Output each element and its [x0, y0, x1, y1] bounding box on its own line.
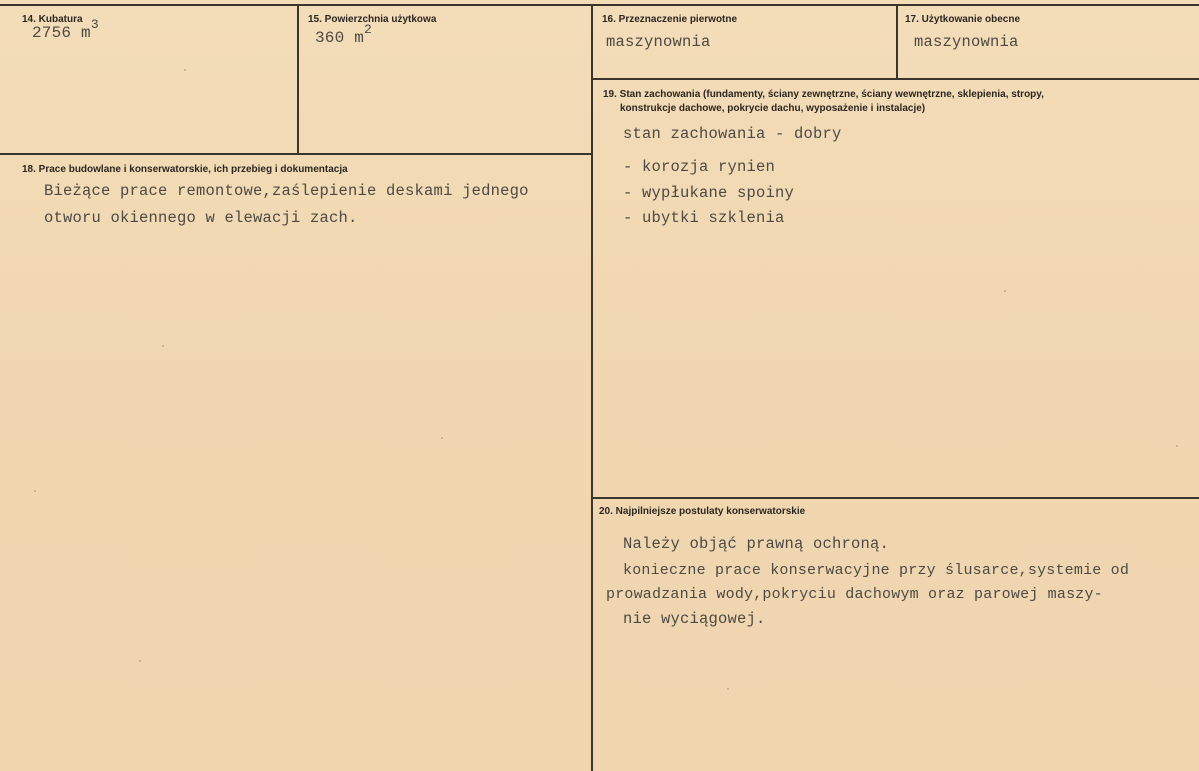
powierzchnia-unit-exponent: 2 [364, 22, 373, 37]
uzytkowanie-value: maszynownia [914, 33, 1019, 51]
kubatura-number: 2756 m [32, 24, 91, 42]
postulaty-line-2: konieczne prace konserwacyjne przy ślusarce,systemie od [623, 562, 1130, 579]
postulaty-line-4: nie wyciągowej. [623, 610, 766, 628]
stan-zachowania-label-line-1: 19. Stan zachowania (fundamenty, ściany zewnętrzne, ściany wewnętrzne, sklepienia, stropy, [603, 89, 1044, 100]
stan-zachowania-line-3: - wypłukane spoiny [623, 184, 795, 202]
stan-zachowania-line-1: stan zachowania - dobry [623, 125, 842, 143]
divider-main [591, 4, 593, 771]
powierzchnia-value [315, 22, 373, 52]
paper-speck [727, 688, 729, 690]
powierzchnia-number: 360 m [315, 29, 365, 47]
prace-budowlane-line-1: Bieżące prace remontowe,zaślepienie deskami jednego [44, 182, 529, 200]
postulaty-line-1: Należy objąć prawną ochroną. [623, 535, 890, 553]
paper-speck [1004, 290, 1006, 292]
paper-speck [139, 660, 141, 662]
paper-speck [184, 69, 186, 71]
postulaty-label: 20. Najpilniejsze postulaty konserwatorskie [599, 506, 806, 517]
paper-speck [34, 490, 36, 492]
top-rule [0, 4, 1199, 6]
powierzchnia-label: 15. Powierzchnia użytkowa [308, 14, 437, 25]
postulaty-line-3: prowadzania wody,pokryciu dachowym oraz parowej maszy- [606, 586, 1103, 603]
przeznaczenie-label: 16. Przeznaczenie pierwotne [602, 14, 738, 25]
uzytkowanie-label: 17. Użytkowanie obecne [905, 14, 1021, 25]
kubatura-unit-exponent: 3 [90, 17, 99, 32]
prace-budowlane-line-2: otworu okiennego w elewacji zach. [44, 209, 358, 227]
paper-speck [162, 345, 164, 347]
divider-16-17 [896, 4, 898, 79]
divider-14-15 [297, 4, 299, 154]
stan-zachowania-line-2: - korozja rynien [623, 158, 776, 176]
paper-speck [441, 437, 443, 439]
prace-budowlane-label: 18. Prace budowlane i konserwatorskie, ich przebieg i dokumentacja [22, 164, 348, 175]
row2-bottom-rule-right [592, 497, 1199, 499]
row1-bottom-rule-left [0, 153, 592, 155]
paper-speck [1176, 445, 1178, 447]
przeznaczenie-value: maszynownia [606, 33, 711, 51]
kubatura-label: 14. Kubatura [22, 14, 83, 25]
stan-zachowania-label-line-2: konstrukcje dachowe, pokrycie dachu, wyposażenie i instalacje) [620, 103, 926, 114]
stan-zachowania-line-4: - ubytki szklenia [623, 209, 785, 227]
